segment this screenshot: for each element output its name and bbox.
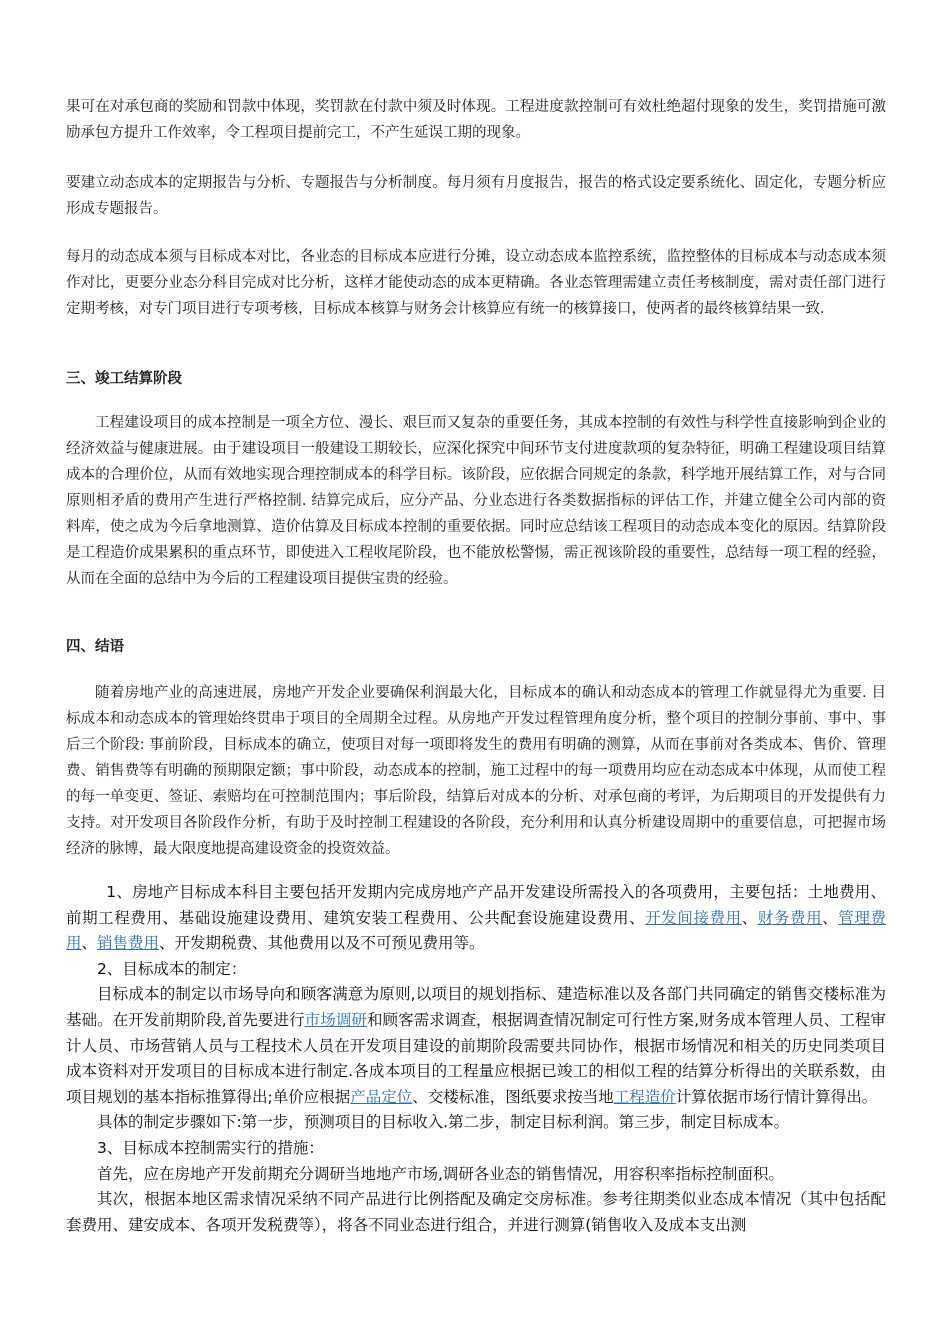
link-market-research[interactable]: 市场调研 [304,1010,367,1029]
link-engineering-cost[interactable]: 工程造价 [613,1087,676,1106]
paragraph-conclusion [66,680,886,862]
link-management-cost[interactable]: 管理费用 [66,908,886,953]
item-2-middle: 和顾客需求调查，根据调查情况制定可行性方案,财务成本管理人员、工程审计人员、市场营销人员与工程技术人员在开发项目建设的前期阶段需要共同协作，根据市场情况和相关的历史同类项目成本资料对开发项目的目标成本进行制定.各成本项目的工程量应根据已竣工的相似工程的结算分析得出的关联系数，由项目规划的基本指标推算得出;单价应根据 [66,1010,886,1106]
item-2-lead: 目标成本的制定以市场导向和顾客满意为原则,以项目的规划指标、建造标准以及各部门共同确定的销售交楼标准为基础。在开发前期阶段,首先要进行 [66,985,886,1029]
section-heading-settlement [66,366,886,392]
paragraph-progress-payment [66,94,886,146]
separator: 、 [741,908,758,927]
item-2-title: 2、目标成本的制定： [97,959,247,978]
link-sales-cost[interactable]: 销售费用 [97,934,160,953]
section-heading-conclusion [66,634,886,660]
item-2-more: 、交楼标准，图纸要求按当地 [412,1087,614,1106]
heading-text: 四、结语 [66,639,124,655]
item-3-title: 3、目标成本控制需实行的措施： [97,1138,324,1157]
paragraph-text: 要建立动态成本的定期报告与分析、专题报告与分析制度。每月须有月度报告，报告的格式设定要系统化、固定化，专题分析应形成专题报告。 [66,175,886,217]
item-1-text [66,880,886,957]
paragraph-text: 每月的动态成本须与目标成本对比，各业态的目标成本应进行分摊，设立动态成本监控系统，监控整体的目标成本与动态成本须作对比，更要分业态分科目完成对比分析，这样才能使动态的成本更精确。各业态管理需建立责任考核制度，需对责任部门进行定期考核，对专门项目进行专项考核，目标成本核算与财务会计核算应有统一的核算接口，使两者的最终核算结果一致. [66,249,886,317]
paragraph-dynamic-report [66,170,886,222]
paragraph-text: 工程建设项目的成本控制是一项全方位、漫长、艰巨而又复杂的重要任务，其成本控制的有效性与科学性直接影响到企业的经济效益与健康进展。由于建设项目一般建设工期较长，应深化探究中间环节支付进度款项的复杂特征，明确工程建设项目结算成本的合理价位，从而有效地实现合理控制成本的科学目标。该阶段，应依据合同规定的条款，科学地开展结算工作，对与合同原则相矛盾的费用产生进行严格控制. 结算完成后，应分产品、分业态进行各类数据指标的评估工作，并建立健全公司内部的资料库，使之成为今后拿地测算、造价估算及目标成本控制的重要依据。同时应总结该工程项目的动态成本变化的原因。结算阶段是工程造价成果累积的重点环节，即使进入工程收尾阶段，也不能放松警惕，需正视该阶段的重要性，总结每一项工程的经验，从而在全面的总结中为今后的工程建设项目提供宝贵的经验。 [66,415,886,587]
separator: 、 [822,908,839,927]
item-2-tail: 计算依据市场行情计算得出。 [675,1087,878,1106]
link-product-positioning[interactable]: 产品定位 [350,1087,413,1106]
target-cost-items [66,880,886,1238]
separator: 、 [81,934,98,953]
paragraph-settlement-stage [66,410,886,592]
item-1-lead: 1、房地产目标成本科目主要包括开发期内完成房地产产品开发建设所需投入的各项费用，主要包括：土地费用、前期工程费用、基础设施建设费用、建筑安装工程费用、公共配套设施建设费用、 [66,883,886,927]
item-2-body [66,982,886,1110]
paragraph-text: 果可在对承包商的奖励和罚款中体现，奖罚款在付款中须及时体现。工程进度款控制可有效杜绝超付现象的发生，奖罚措施可激励承包方提升工作效率，令工程项目提前完工，不产生延误工期的现象。 [66,99,886,141]
link-finance-cost[interactable]: 财务费用 [757,908,823,927]
item-1-tail: 、开发期税费、其他费用以及不可预见费用等。 [159,934,485,953]
item-2-steps: 具体的制定步骤如下:第一步，预测项目的目标收入.第二步，制定目标利润。第三步，制定目标成本。 [97,1113,790,1132]
link-indirect-cost[interactable]: 开发间接费用 [645,908,742,927]
item-3-first: 首先，应在房地产开发前期充分调研当地地产市场,调研各业态的销售情况，用容积率指标控制面积。 [97,1164,784,1183]
paragraph-cost-comparison [66,244,886,322]
paragraph-text: 随着房地产业的高速进展，房地产开发企业要确保利润最大化，目标成本的确认和动态成本的管理工作就显得尤为重要. 目标成本和动态成本的管理始终贯串于项目的全周期全过程。从房地产开发过程管理角度分析，整个项目的控制分事前、事中、事后三个阶段: 事前阶段，目标成本的确立，使项目对每一项即将发生的费用有明确的测算，从而在事前对各类成本、售价、管理费、销售费等有明确的预期限定额；事中阶段，动态成本的控制，施工过程中的每一项费用均应在动态成本中体现，从而使工程的每一单变更、签证、索赔均在可控制范围内；事后阶段，结算后对成本的分析、对承包商的考评，为后期项目的开发提供有力支持。对开发项目各阶段作分析，有助于及时控制工程建设的各阶段，充分利用和认真分析建设周期中的重要信息，可把握市场经济的脉博，最大限度地提高建设资金的投资效益。 [66,685,886,857]
heading-text: 三、竣工结算阶段 [66,371,182,387]
item-3-second: 其次，根据本地区需求情况采纳不同产品进行比例搭配及确定交房标准。参考往期类似业态成本情况（其中包括配套费用、建安成本、各项开发税费等），将各不同业态进行组合，并进行测算(销售收入及成本支出测 [66,1190,886,1234]
